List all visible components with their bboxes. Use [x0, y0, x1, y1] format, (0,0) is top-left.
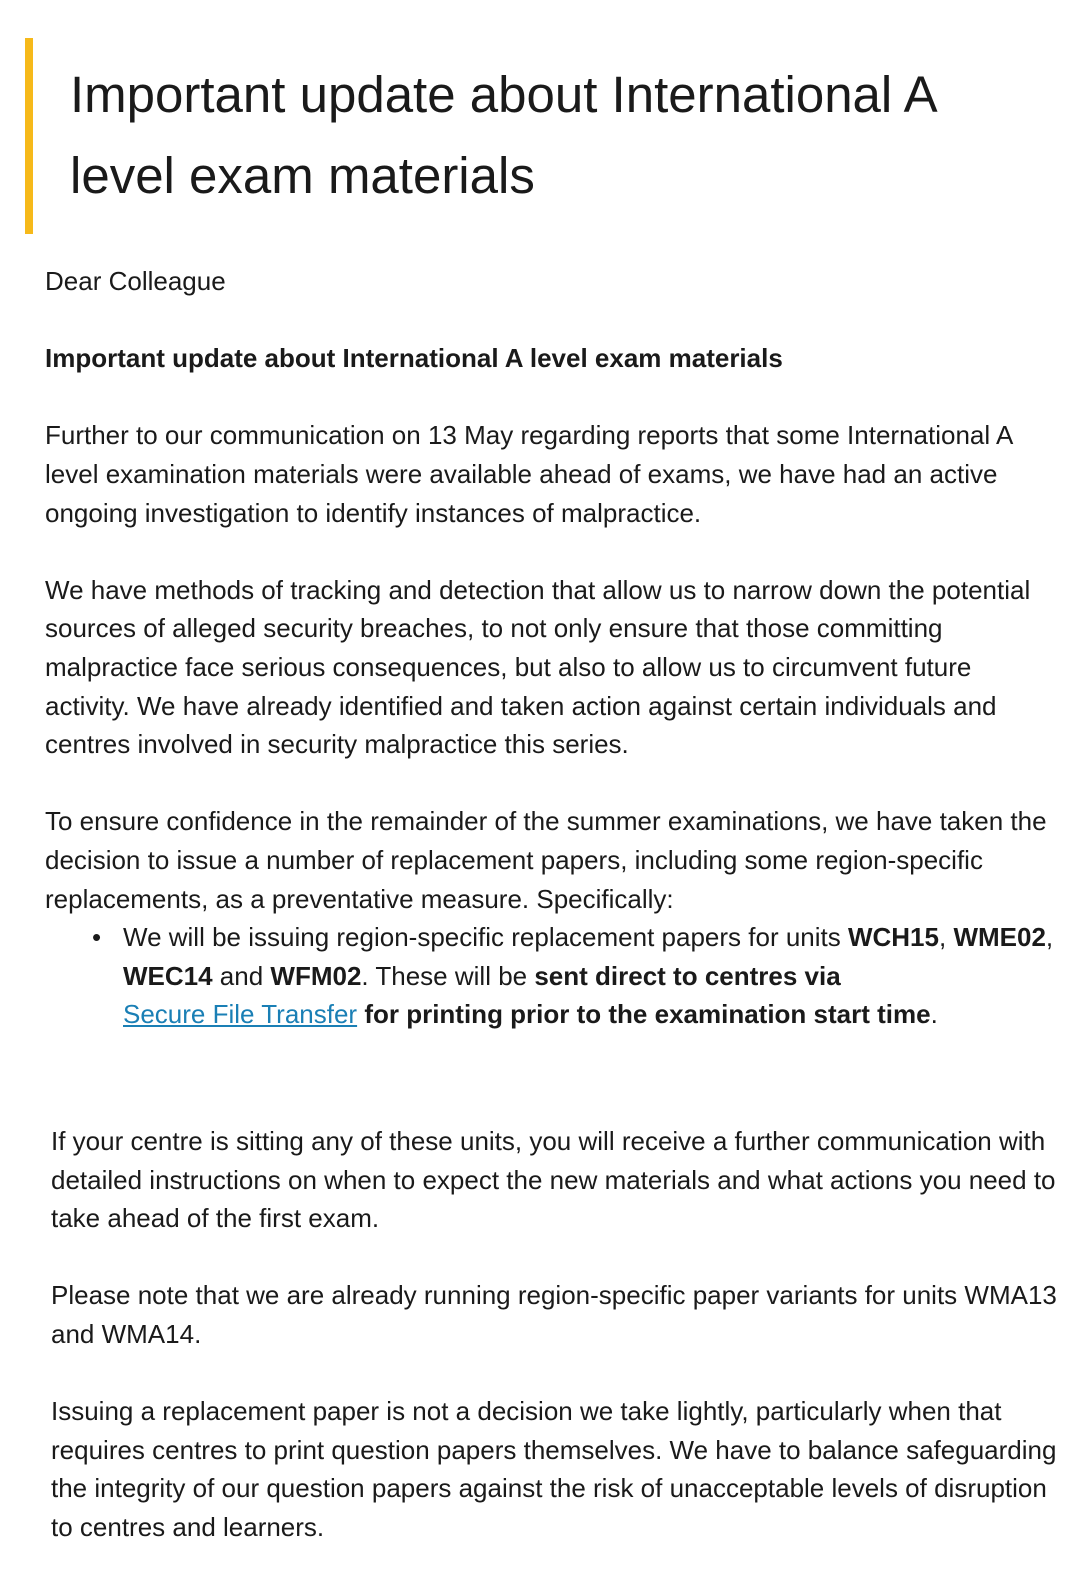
unit-code: WFM02	[270, 960, 362, 991]
page-title-line1: Important update about International A	[70, 66, 938, 123]
paragraph-replacement: To ensure confidence in the remainder of the summer examinations, we have taken the decision to issue a number of replacement papers, including some region-specific replacements, as a preventative measure. Specifically:	[45, 806, 1047, 914]
title-block	[25, 38, 1045, 234]
bullet-text-middle: . These will be	[361, 960, 535, 991]
letter-body-bottom	[51, 1122, 1061, 1585]
delivery-emphasis: sent direct to centres via	[534, 960, 841, 991]
bullet-text-end: .	[930, 999, 938, 1030]
separator: ,	[938, 922, 954, 953]
bullet-text-start: We will be issuing region-specific replacement papers for units	[123, 922, 848, 953]
list-item	[92, 918, 1060, 1034]
paragraph-investigation: Further to our communication on 13 May regarding reports that some International A level examination materials were available ahead of exams, we have had an active ongoing investigation to identify instances of malpractice.	[45, 420, 1012, 528]
letter-body-top	[45, 262, 1060, 1034]
unit-code: WCH15	[847, 922, 939, 953]
page-title	[70, 54, 1045, 216]
page-title-line2: level exam materials	[70, 147, 535, 204]
paragraph-further-communication: If your centre is sitting any of these units, you will receive a further communication with detailed instructions on when to expect the new materials and what actions you need to take ahead of the first exam.	[51, 1126, 1056, 1234]
paragraph-disruption: Issuing a replacement paper is not a decision we take lightly, particularly when that requires centres to print question papers themselves. We have to balance safeguarding the integrity of our question papers against the risk of unacceptable levels of disruption to centres and learners.	[51, 1396, 1057, 1542]
paragraph-region-variants: Please note that we are already running region-specific paper variants for units WMA13 and WMA14.	[51, 1280, 1057, 1349]
bullet-marker: •	[92, 922, 102, 953]
subject-line: Important update about International A level exam materials	[45, 343, 783, 374]
secure-file-transfer-link[interactable]: Secure File Transfer	[123, 999, 358, 1030]
separator: and	[212, 960, 271, 991]
separator: ,	[1045, 922, 1054, 953]
unit-code: WME02	[953, 922, 1046, 953]
greeting: Dear Colleague	[45, 266, 226, 296]
unit-code: WEC14	[123, 960, 213, 991]
replacement-units-list	[45, 918, 1060, 1034]
printing-emphasis: for printing prior to the examination start time	[357, 999, 931, 1030]
paragraph-tracking: We have methods of tracking and detection that allow us to narrow down the potential sources of alleged security breaches, to not only ensure that those committing malpractice face serious consequences, but also to allow us to circumvent future activity. We have already identified and taken action against certain individuals and centres involved in security malpractice this series.	[45, 574, 1031, 760]
